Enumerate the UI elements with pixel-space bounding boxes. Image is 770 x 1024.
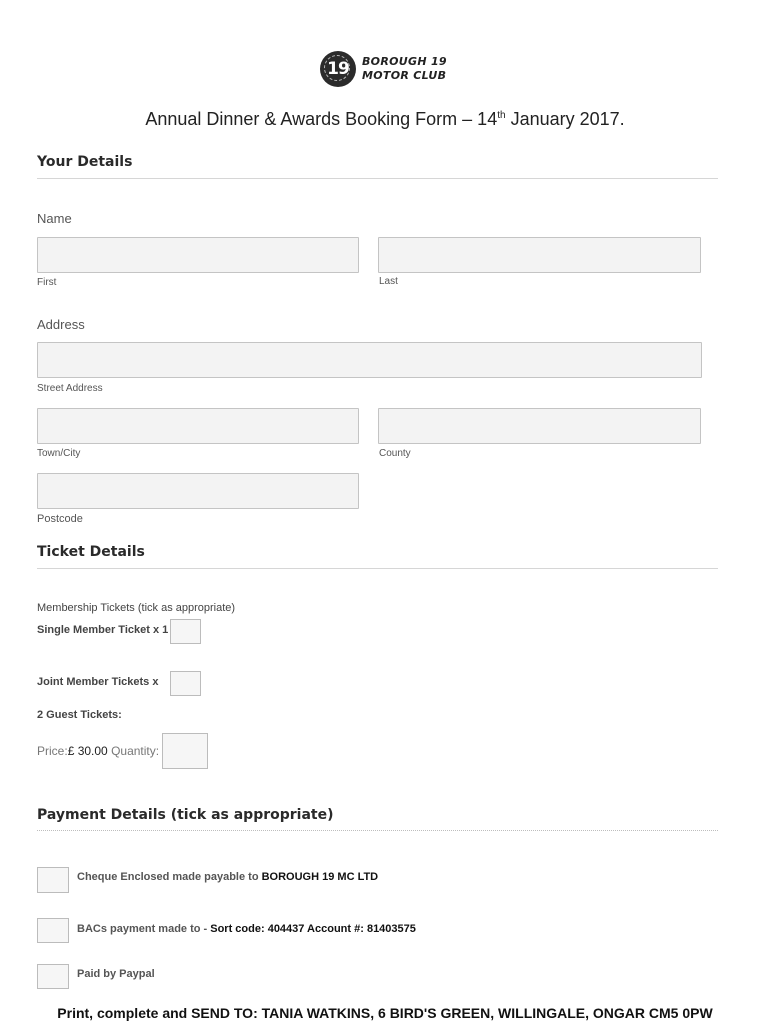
membership-intro: Membership Tickets (tick as appropriate) bbox=[37, 602, 236, 614]
badge-number: 19 bbox=[327, 59, 349, 79]
club-logo bbox=[321, 52, 451, 88]
last-name-input[interactable] bbox=[378, 237, 701, 273]
street-address-input[interactable] bbox=[37, 342, 702, 378]
town-city-input[interactable] bbox=[37, 408, 359, 444]
postcode-input[interactable] bbox=[37, 473, 359, 509]
quantity-label: Quantity: bbox=[107, 744, 160, 758]
your-details-heading: Your Details bbox=[37, 154, 133, 170]
bacs-checkbox[interactable] bbox=[37, 918, 69, 943]
club-badge-icon bbox=[321, 52, 355, 86]
single-member-label: Single Member Ticket x 1 bbox=[37, 624, 169, 636]
club-name-line2: MOTOR CLUB bbox=[362, 69, 447, 82]
single-member-checkbox[interactable] bbox=[170, 619, 201, 644]
postcode-sublabel: Postcode bbox=[37, 513, 83, 525]
payment-details-heading: Payment Details (tick as appropriate) bbox=[37, 807, 334, 823]
ticket-details-divider bbox=[37, 568, 718, 569]
club-name bbox=[362, 55, 447, 83]
address-label: Address bbox=[37, 317, 85, 332]
bacs-option-label bbox=[77, 923, 416, 935]
county-input[interactable] bbox=[378, 408, 701, 444]
paypal-option-label: Paid by Paypal bbox=[77, 968, 155, 980]
cheque-payee: BOROUGH 19 MC LTD bbox=[261, 871, 379, 883]
guest-tickets-label: 2 Guest Tickets: bbox=[37, 709, 122, 721]
form-title-suffix: January 2017. bbox=[505, 109, 625, 129]
first-name-sublabel: First bbox=[37, 277, 57, 288]
first-name-input[interactable] bbox=[37, 237, 359, 273]
payment-details-divider bbox=[37, 830, 718, 831]
price-value: £ 30.00 bbox=[67, 744, 108, 758]
last-name-sublabel: Last bbox=[379, 276, 398, 287]
town-city-sublabel: Town/City bbox=[37, 448, 81, 459]
joint-member-label: Joint Member Tickets x bbox=[37, 676, 159, 688]
price-prefix: Price: bbox=[37, 744, 68, 758]
street-address-sublabel: Street Address bbox=[37, 383, 103, 394]
guest-price-line bbox=[37, 744, 159, 758]
cheque-checkbox[interactable] bbox=[37, 867, 69, 893]
ticket-details-heading: Ticket Details bbox=[37, 544, 145, 560]
form-title bbox=[0, 109, 770, 130]
name-label: Name bbox=[37, 211, 72, 226]
county-sublabel: County bbox=[379, 448, 411, 459]
guest-quantity-input[interactable] bbox=[162, 733, 208, 769]
send-to-instructions: Print, complete and SEND TO: TANIA WATKINS, 6 BIRD'S GREEN, WILLINGALE, ONGAR CM5 0PW bbox=[57, 1005, 713, 1021]
cheque-text: Cheque Enclosed made payable to bbox=[77, 871, 262, 883]
form-title-superscript: th bbox=[497, 110, 506, 121]
joint-member-checkbox[interactable] bbox=[170, 671, 201, 696]
your-details-divider bbox=[37, 178, 718, 179]
cheque-option-label bbox=[77, 871, 378, 883]
bacs-text: BACs payment made to - bbox=[77, 923, 211, 935]
club-name-line1: BOROUGH 19 bbox=[362, 55, 447, 68]
paypal-checkbox[interactable] bbox=[37, 964, 69, 989]
form-title-main: Annual Dinner & Awards Booking Form – 14 bbox=[145, 109, 498, 129]
bacs-details: Sort code: 404437 Account #: 81403575 bbox=[210, 923, 416, 935]
